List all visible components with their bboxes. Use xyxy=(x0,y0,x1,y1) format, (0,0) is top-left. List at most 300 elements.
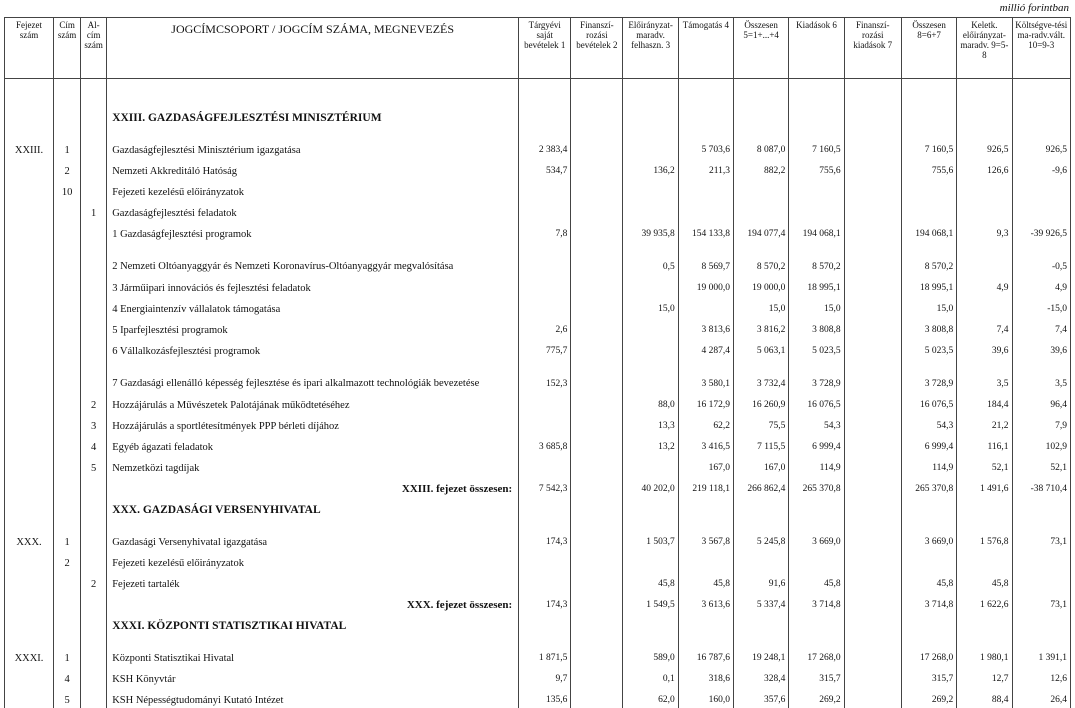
value-cell: 265 370,8 xyxy=(901,476,956,497)
value-cell xyxy=(844,200,901,221)
value-cell: -38 710,4 xyxy=(1012,476,1070,497)
value-cell: 7,9 xyxy=(1012,413,1070,434)
item-name: 7 Gazdasági ellenálló képesség fejlesztése és ipari alkalmazott technológiák bevezetése xyxy=(107,359,519,392)
chapter-number xyxy=(5,455,54,476)
value-cell: 167,0 xyxy=(678,455,733,476)
value-cell xyxy=(623,79,678,106)
value-cell xyxy=(571,338,623,359)
value-cell: 2 383,4 xyxy=(519,128,571,158)
chapter-number xyxy=(5,613,54,636)
value-cell xyxy=(844,476,901,497)
column-header: Összesen 5=1+...+4 xyxy=(734,18,789,79)
value-cell: 17 268,0 xyxy=(789,636,844,666)
value-cell: 4,9 xyxy=(957,275,1012,296)
item-name: Fejezeti kezelésű előirányzatok xyxy=(107,179,519,200)
value-cell xyxy=(789,200,844,221)
value-cell: 15,0 xyxy=(623,296,678,317)
table-row xyxy=(5,571,1071,592)
value-cell: 9,3 xyxy=(957,221,1012,242)
value-cell xyxy=(623,317,678,338)
value-cell xyxy=(571,666,623,687)
value-cell: 40 202,0 xyxy=(623,476,678,497)
value-cell: 39,6 xyxy=(957,338,1012,359)
value-cell xyxy=(844,338,901,359)
table-row xyxy=(5,79,1071,106)
chapter-number xyxy=(5,359,54,392)
value-cell xyxy=(623,275,678,296)
value-cell xyxy=(678,79,733,106)
title-number xyxy=(54,455,81,476)
column-header: Támogatás 4 xyxy=(678,18,733,79)
subtitle-number xyxy=(81,666,107,687)
item-name: 6 Vállalkozásfejlesztési programok xyxy=(107,338,519,359)
value-cell xyxy=(1012,79,1070,106)
item-name xyxy=(107,79,519,106)
title-number xyxy=(54,317,81,338)
table-row xyxy=(5,275,1071,296)
subtitle-number xyxy=(81,359,107,392)
value-cell xyxy=(623,128,678,158)
value-cell xyxy=(678,550,733,571)
value-cell xyxy=(844,392,901,413)
title-number xyxy=(54,275,81,296)
value-cell: 357,6 xyxy=(734,687,789,708)
value-cell xyxy=(844,79,901,106)
value-cell xyxy=(957,179,1012,200)
table-row xyxy=(5,128,1071,158)
item-name: Gazdaságfejlesztési Minisztérium igazgatása xyxy=(107,128,519,158)
table-row xyxy=(5,497,1071,520)
value-cell xyxy=(623,179,678,200)
value-cell: 19 000,0 xyxy=(734,275,789,296)
value-cell: 13,3 xyxy=(623,413,678,434)
value-cell xyxy=(571,455,623,476)
subtitle-number xyxy=(81,128,107,158)
title-number xyxy=(54,221,81,242)
value-cell: 4 287,4 xyxy=(678,338,733,359)
value-cell xyxy=(571,221,623,242)
column-header: Fejezet szám xyxy=(5,18,54,79)
value-cell: 62,2 xyxy=(678,413,733,434)
title-number xyxy=(54,296,81,317)
chapter-number xyxy=(5,105,54,128)
value-cell: 194 068,1 xyxy=(901,221,956,242)
value-cell: 114,9 xyxy=(789,455,844,476)
value-cell xyxy=(734,497,789,520)
item-name: Gazdasági Versenyhivatal igazgatása xyxy=(107,520,519,550)
value-cell xyxy=(519,179,571,200)
value-cell: 167,0 xyxy=(734,455,789,476)
value-cell xyxy=(519,392,571,413)
value-cell: 755,6 xyxy=(789,158,844,179)
subtitle-number xyxy=(81,317,107,338)
value-cell: 1 576,8 xyxy=(957,520,1012,550)
value-cell: 17 268,0 xyxy=(901,636,956,666)
item-name: 4 Energiaintenzív vállalatok támogatása xyxy=(107,296,519,317)
value-cell: 5 023,5 xyxy=(901,338,956,359)
value-cell xyxy=(678,179,733,200)
value-cell xyxy=(571,296,623,317)
value-cell xyxy=(571,520,623,550)
subtitle-number xyxy=(81,296,107,317)
value-cell: -15,0 xyxy=(1012,296,1070,317)
chapter-number xyxy=(5,550,54,571)
value-cell: 88,0 xyxy=(623,392,678,413)
value-cell: 126,6 xyxy=(957,158,1012,179)
title-number: 10 xyxy=(54,179,81,200)
value-cell: 16 076,5 xyxy=(789,392,844,413)
value-cell xyxy=(623,200,678,221)
title-number: 5 xyxy=(54,687,81,708)
value-cell xyxy=(571,613,623,636)
value-cell xyxy=(844,179,901,200)
value-cell xyxy=(571,200,623,221)
value-cell xyxy=(1012,497,1070,520)
value-cell xyxy=(571,128,623,158)
value-cell xyxy=(623,359,678,392)
value-cell: 5 703,6 xyxy=(678,128,733,158)
chapter-number xyxy=(5,296,54,317)
value-cell: -0,5 xyxy=(1012,242,1070,275)
subtitle-number xyxy=(81,636,107,666)
value-cell xyxy=(734,550,789,571)
value-cell xyxy=(678,296,733,317)
value-cell xyxy=(844,413,901,434)
chapter-number xyxy=(5,179,54,200)
title-number xyxy=(54,359,81,392)
value-cell xyxy=(844,613,901,636)
title-number: 1 xyxy=(54,128,81,158)
value-cell xyxy=(519,275,571,296)
value-cell: 3 813,6 xyxy=(678,317,733,338)
value-cell: 7,4 xyxy=(957,317,1012,338)
header-row xyxy=(5,18,1071,79)
value-cell: 1 622,6 xyxy=(957,592,1012,613)
title-number: 2 xyxy=(54,550,81,571)
value-cell xyxy=(571,105,623,128)
column-header: Cím szám xyxy=(54,18,81,79)
value-cell xyxy=(844,359,901,392)
value-cell: 18 995,1 xyxy=(789,275,844,296)
table-row xyxy=(5,613,1071,636)
column-header: Tárgyévi saját bevételek 1 xyxy=(519,18,571,79)
value-cell xyxy=(623,105,678,128)
subtitle-number xyxy=(81,179,107,200)
value-cell xyxy=(844,592,901,613)
value-cell: 8 087,0 xyxy=(734,128,789,158)
table-row xyxy=(5,434,1071,455)
value-cell: 45,8 xyxy=(623,571,678,592)
chapter-number xyxy=(5,221,54,242)
value-cell xyxy=(734,613,789,636)
title-number xyxy=(54,613,81,636)
item-name: XXIII. fejezet összesen: xyxy=(107,476,519,497)
title-number xyxy=(54,392,81,413)
value-cell: 45,8 xyxy=(957,571,1012,592)
value-cell xyxy=(734,179,789,200)
value-cell xyxy=(789,550,844,571)
value-cell xyxy=(844,550,901,571)
chapter-number xyxy=(5,687,54,708)
subtitle-number xyxy=(81,687,107,708)
value-cell: 15,0 xyxy=(734,296,789,317)
subtitle-number xyxy=(81,242,107,275)
value-cell: 211,3 xyxy=(678,158,733,179)
table-row xyxy=(5,476,1071,497)
chapter-number xyxy=(5,338,54,359)
chapter-number xyxy=(5,666,54,687)
value-cell xyxy=(844,687,901,708)
column-header: Finanszí-rozási bevételek 2 xyxy=(571,18,623,79)
value-cell xyxy=(844,636,901,666)
subtitle-number: 2 xyxy=(81,571,107,592)
value-cell: 114,9 xyxy=(901,455,956,476)
value-cell: 7 115,5 xyxy=(734,434,789,455)
value-cell xyxy=(901,200,956,221)
value-cell: 16 260,9 xyxy=(734,392,789,413)
title-number: 1 xyxy=(54,520,81,550)
column-header: Al-cím szám xyxy=(81,18,107,79)
value-cell xyxy=(678,105,733,128)
item-name: 5 Iparfejlesztési programok xyxy=(107,317,519,338)
value-cell: 7,4 xyxy=(1012,317,1070,338)
value-cell: 91,6 xyxy=(734,571,789,592)
value-cell: 1 980,1 xyxy=(957,636,1012,666)
value-cell xyxy=(844,242,901,275)
title-number xyxy=(54,476,81,497)
value-cell xyxy=(571,242,623,275)
value-cell xyxy=(901,179,956,200)
value-cell xyxy=(957,242,1012,275)
subtitle-number xyxy=(81,497,107,520)
table-row xyxy=(5,359,1071,392)
value-cell xyxy=(789,613,844,636)
value-cell xyxy=(623,550,678,571)
table-row xyxy=(5,158,1071,179)
chapter-number xyxy=(5,392,54,413)
column-header: JOGCÍMCSOPORT / JOGCÍM SZÁMA, MEGNEVEZÉS xyxy=(107,18,519,79)
value-cell xyxy=(519,242,571,275)
value-cell: 54,3 xyxy=(789,413,844,434)
value-cell: 26,4 xyxy=(1012,687,1070,708)
value-cell xyxy=(623,497,678,520)
value-cell xyxy=(844,105,901,128)
value-cell: 18 995,1 xyxy=(901,275,956,296)
chapter-number xyxy=(5,497,54,520)
column-header: Kiadások 6 xyxy=(789,18,844,79)
value-cell: 13,2 xyxy=(623,434,678,455)
item-name: Gazdaságfejlesztési feladatok xyxy=(107,200,519,221)
value-cell: 6 999,4 xyxy=(901,434,956,455)
value-cell: 3 613,6 xyxy=(678,592,733,613)
chapter-number xyxy=(5,79,54,106)
subtitle-number xyxy=(81,105,107,128)
table-row xyxy=(5,296,1071,317)
value-cell: 19 000,0 xyxy=(678,275,733,296)
value-cell xyxy=(844,455,901,476)
table-row xyxy=(5,317,1071,338)
value-cell xyxy=(901,550,956,571)
table-row xyxy=(5,221,1071,242)
value-cell xyxy=(571,413,623,434)
value-cell: 45,8 xyxy=(901,571,956,592)
table-row xyxy=(5,338,1071,359)
subtitle-number: 2 xyxy=(81,392,107,413)
subtitle-number xyxy=(81,338,107,359)
value-cell: 5 063,1 xyxy=(734,338,789,359)
value-cell xyxy=(789,79,844,106)
value-cell: 3 728,9 xyxy=(901,359,956,392)
chapter-number xyxy=(5,434,54,455)
chapter-number xyxy=(5,413,54,434)
value-cell xyxy=(571,275,623,296)
value-cell: 328,4 xyxy=(734,666,789,687)
subtitle-number xyxy=(81,221,107,242)
value-cell: 3 685,8 xyxy=(519,434,571,455)
table-row xyxy=(5,550,1071,571)
value-cell: 3 669,0 xyxy=(901,520,956,550)
item-name: XXXI. KÖZPONTI STATISZTIKAI HIVATAL xyxy=(107,613,519,636)
value-cell xyxy=(571,592,623,613)
table-row xyxy=(5,687,1071,708)
item-name: Nemzeti Akkreditáló Hatóság xyxy=(107,158,519,179)
chapter-number: XXXI. xyxy=(5,636,54,666)
value-cell: -9,6 xyxy=(1012,158,1070,179)
value-cell xyxy=(1012,613,1070,636)
value-cell xyxy=(571,317,623,338)
value-cell xyxy=(519,497,571,520)
value-cell: 194 068,1 xyxy=(789,221,844,242)
value-cell: 7 542,3 xyxy=(519,476,571,497)
table-body xyxy=(5,79,1071,708)
subtitle-number: 1 xyxy=(81,200,107,221)
item-name: KSH Könyvtár xyxy=(107,666,519,687)
subtitle-number xyxy=(81,79,107,106)
value-cell: 775,7 xyxy=(519,338,571,359)
chapter-number: XXIII. xyxy=(5,128,54,158)
value-cell xyxy=(678,613,733,636)
value-cell: 3 416,5 xyxy=(678,434,733,455)
value-cell: 882,2 xyxy=(734,158,789,179)
value-cell: 16 076,5 xyxy=(901,392,956,413)
value-cell xyxy=(957,200,1012,221)
column-header: Keletk. előirányzat-maradv. 9=5-8 xyxy=(957,18,1012,79)
chapter-number xyxy=(5,571,54,592)
value-cell: 3,5 xyxy=(1012,359,1070,392)
value-cell xyxy=(1012,550,1070,571)
value-cell: 39,6 xyxy=(1012,338,1070,359)
value-cell xyxy=(901,105,956,128)
title-number xyxy=(54,571,81,592)
column-header: Előirányzat-maradv. felhaszn. 3 xyxy=(623,18,678,79)
table-row xyxy=(5,592,1071,613)
value-cell: 9,7 xyxy=(519,666,571,687)
value-cell xyxy=(957,296,1012,317)
chapter-number xyxy=(5,592,54,613)
value-cell: 926,5 xyxy=(1012,128,1070,158)
value-cell xyxy=(571,636,623,666)
value-cell xyxy=(571,79,623,106)
value-cell xyxy=(519,200,571,221)
value-cell: 1 491,6 xyxy=(957,476,1012,497)
value-cell: 1 503,7 xyxy=(623,520,678,550)
value-cell: 174,3 xyxy=(519,520,571,550)
value-cell: 21,2 xyxy=(957,413,1012,434)
value-cell: 15,0 xyxy=(789,296,844,317)
value-cell: 3 808,8 xyxy=(789,317,844,338)
value-cell xyxy=(571,550,623,571)
item-name: Hozzájárulás a sportlétesítmények PPP bérleti díjához xyxy=(107,413,519,434)
item-name: 1 Gazdaságfejlesztési programok xyxy=(107,221,519,242)
item-name: XXX. GAZDASÁGI VERSENYHIVATAL xyxy=(107,497,519,520)
value-cell xyxy=(789,105,844,128)
table-row xyxy=(5,520,1071,550)
subtitle-number xyxy=(81,592,107,613)
value-cell xyxy=(901,79,956,106)
value-cell: 534,7 xyxy=(519,158,571,179)
title-number xyxy=(54,79,81,106)
title-number xyxy=(54,413,81,434)
value-cell: 136,2 xyxy=(623,158,678,179)
value-cell xyxy=(734,105,789,128)
table-row xyxy=(5,413,1071,434)
value-cell: 589,0 xyxy=(623,636,678,666)
value-cell: 8 570,2 xyxy=(901,242,956,275)
value-cell xyxy=(571,571,623,592)
value-cell: 7,8 xyxy=(519,221,571,242)
value-cell: 96,4 xyxy=(1012,392,1070,413)
value-cell: 8 570,2 xyxy=(789,242,844,275)
title-number xyxy=(54,200,81,221)
item-name: Nemzetközi tagdíjak xyxy=(107,455,519,476)
value-cell: 3 728,9 xyxy=(789,359,844,392)
value-cell xyxy=(844,520,901,550)
title-number: 1 xyxy=(54,636,81,666)
value-cell: 39 935,8 xyxy=(623,221,678,242)
value-cell: 12,6 xyxy=(1012,666,1070,687)
title-number xyxy=(54,242,81,275)
column-header: Költségve-tési ma-radv.vált. 10=9-3 xyxy=(1012,18,1070,79)
subtitle-number xyxy=(81,550,107,571)
value-cell: 315,7 xyxy=(789,666,844,687)
value-cell xyxy=(678,200,733,221)
value-cell: 8 570,2 xyxy=(734,242,789,275)
value-cell: 75,5 xyxy=(734,413,789,434)
value-cell xyxy=(789,497,844,520)
subtitle-number xyxy=(81,158,107,179)
value-cell xyxy=(678,497,733,520)
value-cell xyxy=(844,275,901,296)
value-cell: 152,3 xyxy=(519,359,571,392)
table-row xyxy=(5,455,1071,476)
value-cell xyxy=(734,200,789,221)
value-cell: 3 714,8 xyxy=(789,592,844,613)
value-cell xyxy=(571,434,623,455)
value-cell: 266 862,4 xyxy=(734,476,789,497)
value-cell xyxy=(957,105,1012,128)
value-cell xyxy=(957,79,1012,106)
value-cell: 52,1 xyxy=(957,455,1012,476)
value-cell: 102,9 xyxy=(1012,434,1070,455)
item-name: KSH Népességtudományi Kutató Intézet xyxy=(107,687,519,708)
subtitle-number xyxy=(81,520,107,550)
subtitle-number xyxy=(81,613,107,636)
value-cell: 45,8 xyxy=(678,571,733,592)
chapter-number xyxy=(5,200,54,221)
value-cell xyxy=(1012,200,1070,221)
value-cell xyxy=(844,221,901,242)
value-cell: 6 999,4 xyxy=(789,434,844,455)
